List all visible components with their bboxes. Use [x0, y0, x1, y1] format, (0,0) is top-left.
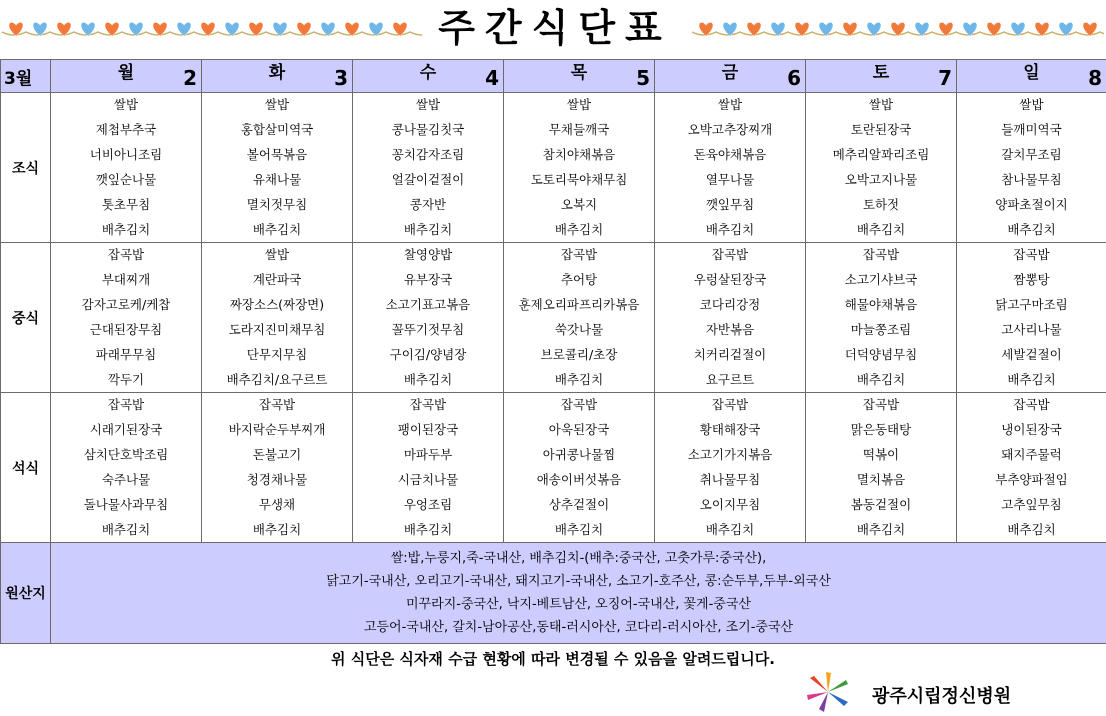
meal-row — [1, 93, 1106, 243]
menu-item: 배추김치 — [957, 217, 1106, 242]
menu-item: 배추김치 — [202, 517, 352, 542]
menu-item: 오박고추장찌개 — [655, 117, 805, 142]
meal-label: 조식 — [1, 93, 51, 243]
menu-item: 계란파국 — [202, 267, 352, 292]
menu-item: 구이김/양념장 — [353, 342, 503, 367]
origin-info — [51, 543, 1106, 644]
menu-item: 청경채나물 — [202, 467, 352, 492]
menu-cell — [806, 93, 957, 243]
menu-item: 배추김치/요구르트 — [202, 367, 352, 392]
menu-item: 쌀밥 — [353, 93, 503, 117]
menu-item: 아귀콩나물찜 — [504, 442, 654, 467]
menu-item: 짬뽕탕 — [957, 267, 1106, 292]
menu-table — [0, 59, 1106, 644]
menu-item: 쌀밥 — [202, 93, 352, 117]
menu-cell — [504, 243, 655, 393]
menu-cell — [504, 93, 655, 243]
menu-item: 잡곡밥 — [202, 393, 352, 417]
menu-item: 돈육야채볶음 — [655, 142, 805, 167]
origin-label: 원산지 — [1, 543, 51, 644]
day-number: 8 — [1088, 66, 1102, 90]
menu-item: 배추김치 — [353, 367, 503, 392]
menu-item: 잡곡밥 — [806, 243, 956, 267]
day-name: 월 — [51, 58, 201, 83]
menu-cell — [957, 243, 1106, 393]
menu-item: 꽁치감자조림 — [353, 142, 503, 167]
menu-item: 배추김치 — [202, 217, 352, 242]
day-header — [202, 60, 353, 93]
menu-item: 쑥갓나물 — [504, 317, 654, 342]
menu-item: 너비아니조림 — [51, 142, 201, 167]
menu-cell — [806, 243, 957, 393]
menu-cell — [51, 393, 202, 543]
menu-item: 배추김치 — [353, 217, 503, 242]
day-number: 7 — [938, 66, 952, 90]
day-header — [806, 60, 957, 93]
menu-item: 배추김치 — [957, 367, 1106, 392]
menu-item: 세발겉절이 — [957, 342, 1106, 367]
menu-item: 찰영양밥 — [353, 243, 503, 267]
menu-cell — [655, 393, 806, 543]
menu-item: 오이지무침 — [655, 492, 805, 517]
menu-item: 돼지주물럭 — [957, 442, 1106, 467]
menu-item: 메추리알꽈리조림 — [806, 142, 956, 167]
menu-item: 황태해장국 — [655, 417, 805, 442]
menu-item: 홍합살미역국 — [202, 117, 352, 142]
menu-item: 잡곡밥 — [957, 243, 1106, 267]
menu-cell — [957, 393, 1106, 543]
month-label: 3월 — [1, 60, 51, 93]
menu-item: 시금치나물 — [353, 467, 503, 492]
menu-cell — [202, 93, 353, 243]
menu-item: 배추김치 — [806, 217, 956, 242]
origin-row — [1, 543, 1106, 644]
menu-item: 콩나물김칫국 — [353, 117, 503, 142]
menu-item: 소고기표고볶음 — [353, 292, 503, 317]
day-number: 2 — [183, 66, 197, 90]
menu-item: 애송이버섯볶음 — [504, 467, 654, 492]
day-number: 6 — [787, 66, 801, 90]
menu-item: 잡곡밥 — [957, 393, 1106, 417]
menu-item: 돌나물사과무침 — [51, 492, 201, 517]
menu-item: 갈치무조림 — [957, 142, 1106, 167]
menu-item: 유채나물 — [202, 167, 352, 192]
menu-item: 쌀밥 — [806, 93, 956, 117]
menu-cell — [504, 393, 655, 543]
menu-item: 멸치젓무침 — [202, 192, 352, 217]
menu-cell — [806, 393, 957, 543]
menu-item: 소고기가지볶음 — [655, 442, 805, 467]
menu-item: 배추김치 — [655, 517, 805, 542]
meal-label: 중식 — [1, 243, 51, 393]
day-name: 금 — [655, 58, 805, 83]
menu-item: 양파초절이지 — [957, 192, 1106, 217]
menu-item: 잡곡밥 — [504, 393, 654, 417]
menu-cell — [202, 243, 353, 393]
menu-item: 토란된장국 — [806, 117, 956, 142]
origin-line: 쌀:밥,누룽지,죽-국내산, 배추김치-(배추:중국산, 고춧가루:중국산), — [51, 547, 1106, 570]
menu-item: 마파두부 — [353, 442, 503, 467]
menu-item: 도라지진미채무침 — [202, 317, 352, 342]
menu-item: 배추김치 — [957, 517, 1106, 542]
menu-item: 참치야채볶음 — [504, 142, 654, 167]
hospital-name: 광주시립정신병원 — [872, 682, 1011, 708]
menu-item: 배추김치 — [806, 367, 956, 392]
menu-item: 배추김치 — [806, 517, 956, 542]
menu-item: 배추김치 — [504, 517, 654, 542]
menu-item: 요구르트 — [655, 367, 805, 392]
menu-item: 잡곡밥 — [806, 393, 956, 417]
menu-item: 단무지무침 — [202, 342, 352, 367]
menu-item: 돈불고기 — [202, 442, 352, 467]
heart-garland-right — [692, 10, 1104, 50]
menu-item: 배추김치 — [353, 517, 503, 542]
menu-item: 톳초무침 — [51, 192, 201, 217]
menu-item: 참나물무침 — [957, 167, 1106, 192]
day-name: 화 — [202, 58, 352, 83]
menu-item: 볼어묵볶음 — [202, 142, 352, 167]
menu-item: 깻잎무침 — [655, 192, 805, 217]
menu-cell — [202, 393, 353, 543]
menu-item: 짜장소스(짜장면) — [202, 292, 352, 317]
menu-item: 제첩부추국 — [51, 117, 201, 142]
menu-item: 깍두기 — [51, 367, 201, 392]
menu-item: 도토리묵야채무침 — [504, 167, 654, 192]
menu-item: 잡곡밥 — [504, 243, 654, 267]
menu-cell — [353, 93, 504, 243]
menu-item: 봄동겉절이 — [806, 492, 956, 517]
menu-item: 부대찌개 — [51, 267, 201, 292]
menu-item: 고추잎무침 — [957, 492, 1106, 517]
menu-item: 잡곡밥 — [655, 243, 805, 267]
menu-item: 깻잎순나물 — [51, 167, 201, 192]
day-header — [51, 60, 202, 93]
menu-item: 잡곡밥 — [51, 393, 201, 417]
menu-item: 소고기샤브국 — [806, 267, 956, 292]
menu-item: 무생채 — [202, 492, 352, 517]
menu-item: 팽이된장국 — [353, 417, 503, 442]
menu-item: 우렁살된장국 — [655, 267, 805, 292]
menu-item: 근대된장무침 — [51, 317, 201, 342]
page-title: 주간식단표 — [420, 2, 690, 54]
meal-row — [1, 243, 1106, 393]
origin-line: 닭고기-국내산, 오리고기-국내산, 돼지고기-국내산, 소고기-호주산, 콩:순두부,두부-외국산 — [51, 570, 1106, 593]
menu-item: 오복지 — [504, 192, 654, 217]
day-number: 3 — [334, 66, 348, 90]
menu-cell — [353, 243, 504, 393]
menu-item: 아욱된장국 — [504, 417, 654, 442]
menu-item: 파래무무침 — [51, 342, 201, 367]
menu-item: 잡곡밥 — [655, 393, 805, 417]
menu-item: 냉이된장국 — [957, 417, 1106, 442]
menu-item: 열무나물 — [655, 167, 805, 192]
menu-item: 유부장국 — [353, 267, 503, 292]
hospital-logo-icon — [806, 672, 850, 712]
menu-item: 꼴뚜기젓무침 — [353, 317, 503, 342]
menu-item: 쌀밥 — [51, 93, 201, 117]
origin-line: 고등어-국내산, 갈치-남아공산,동태-러시아산, 코다리-러시아산, 조기-중국산 — [51, 616, 1106, 639]
menu-item: 잡곡밥 — [51, 243, 201, 267]
menu-item: 삼치단호박조림 — [51, 442, 201, 467]
notice-text: 위 식단은 식자재 수급 현황에 따라 변경될 수 있음을 알려드립니다. — [0, 648, 1106, 669]
menu-item: 감자고로케/케찹 — [51, 292, 201, 317]
menu-cell — [957, 93, 1106, 243]
menu-item: 멸치볶음 — [806, 467, 956, 492]
menu-item: 쌀밥 — [202, 243, 352, 267]
menu-item: 무채들깨국 — [504, 117, 654, 142]
menu-item: 쌀밥 — [655, 93, 805, 117]
menu-item: 상추겉절이 — [504, 492, 654, 517]
menu-cell — [51, 93, 202, 243]
menu-item: 고사리나물 — [957, 317, 1106, 342]
day-name: 수 — [353, 58, 503, 83]
menu-item: 닭고구마조림 — [957, 292, 1106, 317]
meal-label: 석식 — [1, 393, 51, 543]
day-name: 토 — [806, 58, 956, 83]
menu-cell — [655, 243, 806, 393]
menu-item: 바지락순두부찌개 — [202, 417, 352, 442]
menu-item: 우엉조림 — [353, 492, 503, 517]
menu-item: 맑은동태탕 — [806, 417, 956, 442]
menu-item: 배추김치 — [51, 517, 201, 542]
menu-item: 부추양파절임 — [957, 467, 1106, 492]
menu-item: 오박고지나물 — [806, 167, 956, 192]
header — [0, 0, 1106, 58]
menu-cell — [655, 93, 806, 243]
day-header — [504, 60, 655, 93]
day-name: 일 — [957, 58, 1106, 83]
menu-item: 잡곡밥 — [353, 393, 503, 417]
menu-item: 쌀밥 — [504, 93, 654, 117]
menu-item: 시래기된장국 — [51, 417, 201, 442]
menu-item: 더덕양념무침 — [806, 342, 956, 367]
menu-item: 배추김치 — [51, 217, 201, 242]
menu-item: 마늘쫑조림 — [806, 317, 956, 342]
menu-item: 얼갈이겉절이 — [353, 167, 503, 192]
meal-row — [1, 393, 1106, 543]
menu-item: 치커리겉절이 — [655, 342, 805, 367]
menu-item: 추어탕 — [504, 267, 654, 292]
origin-line: 미꾸라지-중국산, 낙지-베트남산, 오징어-국내산, 꽃게-중국산 — [51, 593, 1106, 616]
menu-item: 숙주나물 — [51, 467, 201, 492]
menu-cell — [51, 243, 202, 393]
menu-item: 코다리강정 — [655, 292, 805, 317]
menu-item: 콩자반 — [353, 192, 503, 217]
day-header-row — [1, 60, 1106, 93]
heart-garland-left — [2, 10, 422, 50]
menu-item: 자반볶음 — [655, 317, 805, 342]
menu-item: 훈제오리파프리카볶음 — [504, 292, 654, 317]
menu-item: 해물야채볶음 — [806, 292, 956, 317]
menu-item: 배추김치 — [504, 367, 654, 392]
day-header — [655, 60, 806, 93]
day-number: 5 — [636, 66, 650, 90]
day-name: 목 — [504, 58, 654, 83]
menu-item: 떡볶이 — [806, 442, 956, 467]
day-header — [957, 60, 1106, 93]
day-header — [353, 60, 504, 93]
menu-item: 브로콜리/초장 — [504, 342, 654, 367]
menu-cell — [353, 393, 504, 543]
menu-item: 쌀밥 — [957, 93, 1106, 117]
menu-item: 토하젓 — [806, 192, 956, 217]
menu-item: 취나물무침 — [655, 467, 805, 492]
day-number: 4 — [485, 66, 499, 90]
menu-item: 배추김치 — [504, 217, 654, 242]
menu-item: 배추김치 — [655, 217, 805, 242]
menu-item: 들깨미역국 — [957, 117, 1106, 142]
